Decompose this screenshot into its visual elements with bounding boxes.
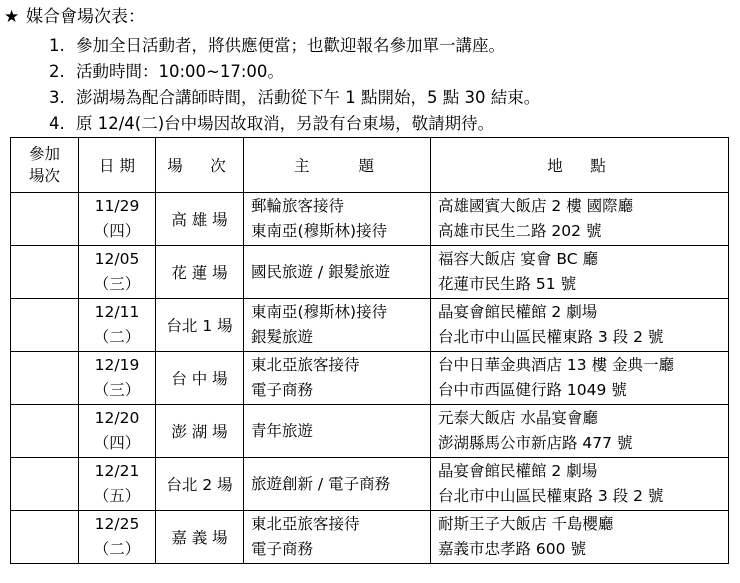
theme-line1: 旅遊創新 / 電子商務 [251, 475, 391, 493]
theme-cell [244, 405, 431, 458]
date: 12/05 [94, 250, 140, 268]
date-cell [79, 246, 156, 299]
theme-line2: 電子商務 [251, 540, 314, 558]
table-header-row [11, 138, 729, 193]
theme-cell [244, 299, 431, 352]
date-cell [79, 193, 156, 246]
note-item [0, 111, 740, 137]
location-cell [431, 246, 729, 299]
location-address: 澎湖縣馬公市新店路 477 號 [438, 434, 633, 452]
location-venue: 福容大飯店 宴會 BC 廳 [438, 250, 598, 268]
location-address: 台北市中山區民權東路 3 段 2 號 [438, 328, 664, 346]
location-cell [431, 193, 729, 246]
location-address: 台北市中山區民權東路 3 段 2 號 [438, 487, 664, 505]
weekday: （五） [93, 487, 141, 505]
date: 12/21 [94, 462, 140, 480]
location-cell [431, 352, 729, 405]
header-theme: 主 題 [244, 138, 431, 193]
location-cell [431, 458, 729, 511]
date: 12/19 [94, 356, 140, 374]
venue-cell: 嘉 義 場 [156, 511, 244, 564]
location-venue: 晶宴會館民權館 2 劇場 [438, 303, 598, 321]
location-cell [431, 511, 729, 564]
table-row [11, 246, 729, 299]
star-icon: ★ [4, 7, 20, 27]
theme-line1: 郵輪旅客接待 [251, 197, 345, 215]
location-address: 花蓮市民生路 51 號 [438, 275, 577, 293]
date: 12/20 [94, 409, 140, 427]
note-item [0, 85, 740, 111]
date-cell [79, 299, 156, 352]
page-heading [4, 6, 145, 28]
weekday: （三） [93, 275, 141, 293]
location-venue: 高雄國賓大飯店 2 樓 國際廳 [438, 197, 634, 215]
table-row [11, 352, 729, 405]
date-cell [79, 405, 156, 458]
location-address: 嘉義市忠孝路 600 號 [438, 540, 586, 558]
weekday: （二） [93, 540, 141, 558]
theme-line2: 電子商務 [251, 381, 314, 399]
note-text: 參加全日活動者，將供應便當；也歡迎報名參加單一講座。 [76, 36, 505, 55]
date: 12/25 [94, 515, 140, 533]
weekday: （二） [93, 328, 141, 346]
theme-cell [244, 246, 431, 299]
table-row [11, 511, 729, 564]
table-row [11, 193, 729, 246]
note-item [0, 33, 740, 59]
header-attend-line2: 場次 [28, 167, 60, 185]
attend-checkbox-cell[interactable] [11, 299, 79, 352]
note-text: 活動時間：10:00~17:00。 [76, 62, 284, 81]
location-address: 台中市西區健行路 1049 號 [438, 381, 627, 399]
venue-cell: 澎 湖 場 [156, 405, 244, 458]
heading-title: 媒合會場次表： [26, 7, 145, 27]
theme-line1: 東北亞旅客接待 [251, 515, 360, 533]
venue-cell: 高 雄 場 [156, 193, 244, 246]
note-number: 4. [49, 114, 65, 133]
attend-checkbox-cell[interactable] [11, 511, 79, 564]
header-venue: 場 次 [156, 138, 244, 193]
theme-cell [244, 458, 431, 511]
location-venue: 元泰大飯店 水晶宴會廳 [438, 409, 598, 427]
location-venue: 晶宴會館民權館 2 劇場 [438, 462, 598, 480]
date-cell [79, 352, 156, 405]
location-cell [431, 405, 729, 458]
location-venue: 耐斯王子大飯店 千島櫻廳 [438, 515, 614, 533]
date-cell [79, 511, 156, 564]
theme-line1: 東南亞(穆斯林)接待 [251, 303, 388, 321]
date: 11/29 [94, 197, 140, 215]
theme-line1: 東北亞旅客接待 [251, 356, 360, 374]
theme-line2: 東南亞(穆斯林)接待 [251, 222, 388, 240]
theme-line1: 青年旅遊 [251, 422, 314, 440]
venue-cell: 台北 2 場 [156, 458, 244, 511]
note-number: 2. [49, 62, 65, 81]
attend-checkbox-cell[interactable] [11, 246, 79, 299]
note-number: 3. [49, 88, 65, 107]
weekday: （四） [93, 222, 141, 240]
theme-line1: 國民旅遊 / 銀髮旅遊 [251, 263, 391, 281]
theme-line2: 銀髮旅遊 [251, 328, 314, 346]
location-venue: 台中日華金典酒店 13 樓 金典一廳 [438, 356, 675, 374]
table-row [11, 458, 729, 511]
note-number: 1. [49, 36, 65, 55]
header-date: 日 期 [79, 138, 156, 193]
location-address: 高雄市民生二路 202 號 [438, 222, 602, 240]
date: 12/11 [94, 303, 140, 321]
theme-cell [244, 352, 431, 405]
attend-checkbox-cell[interactable] [11, 458, 79, 511]
table-row [11, 299, 729, 352]
schedule-table [10, 137, 729, 564]
attend-checkbox-cell[interactable] [11, 352, 79, 405]
header-attend [11, 138, 79, 193]
table-row [11, 405, 729, 458]
note-item [0, 59, 740, 85]
attend-checkbox-cell[interactable] [11, 405, 79, 458]
theme-cell [244, 511, 431, 564]
venue-cell: 台北 1 場 [156, 299, 244, 352]
header-location: 地 點 [431, 138, 729, 193]
theme-cell [244, 193, 431, 246]
note-text: 澎湖場為配合講師時間，活動從下午 1 點開始，5 點 30 結束。 [76, 88, 541, 107]
weekday: （三） [93, 381, 141, 399]
venue-cell: 台 中 場 [156, 352, 244, 405]
date-cell [79, 458, 156, 511]
notes-list [0, 33, 740, 137]
attend-checkbox-cell[interactable] [11, 193, 79, 246]
weekday: （四） [93, 434, 141, 452]
header-attend-line1: 參加 [28, 145, 60, 163]
venue-cell: 花 蓮 場 [156, 246, 244, 299]
location-cell [431, 299, 729, 352]
note-text: 原 12/4(二)台中場因故取消，另設有台東場，敬請期待。 [76, 114, 495, 133]
